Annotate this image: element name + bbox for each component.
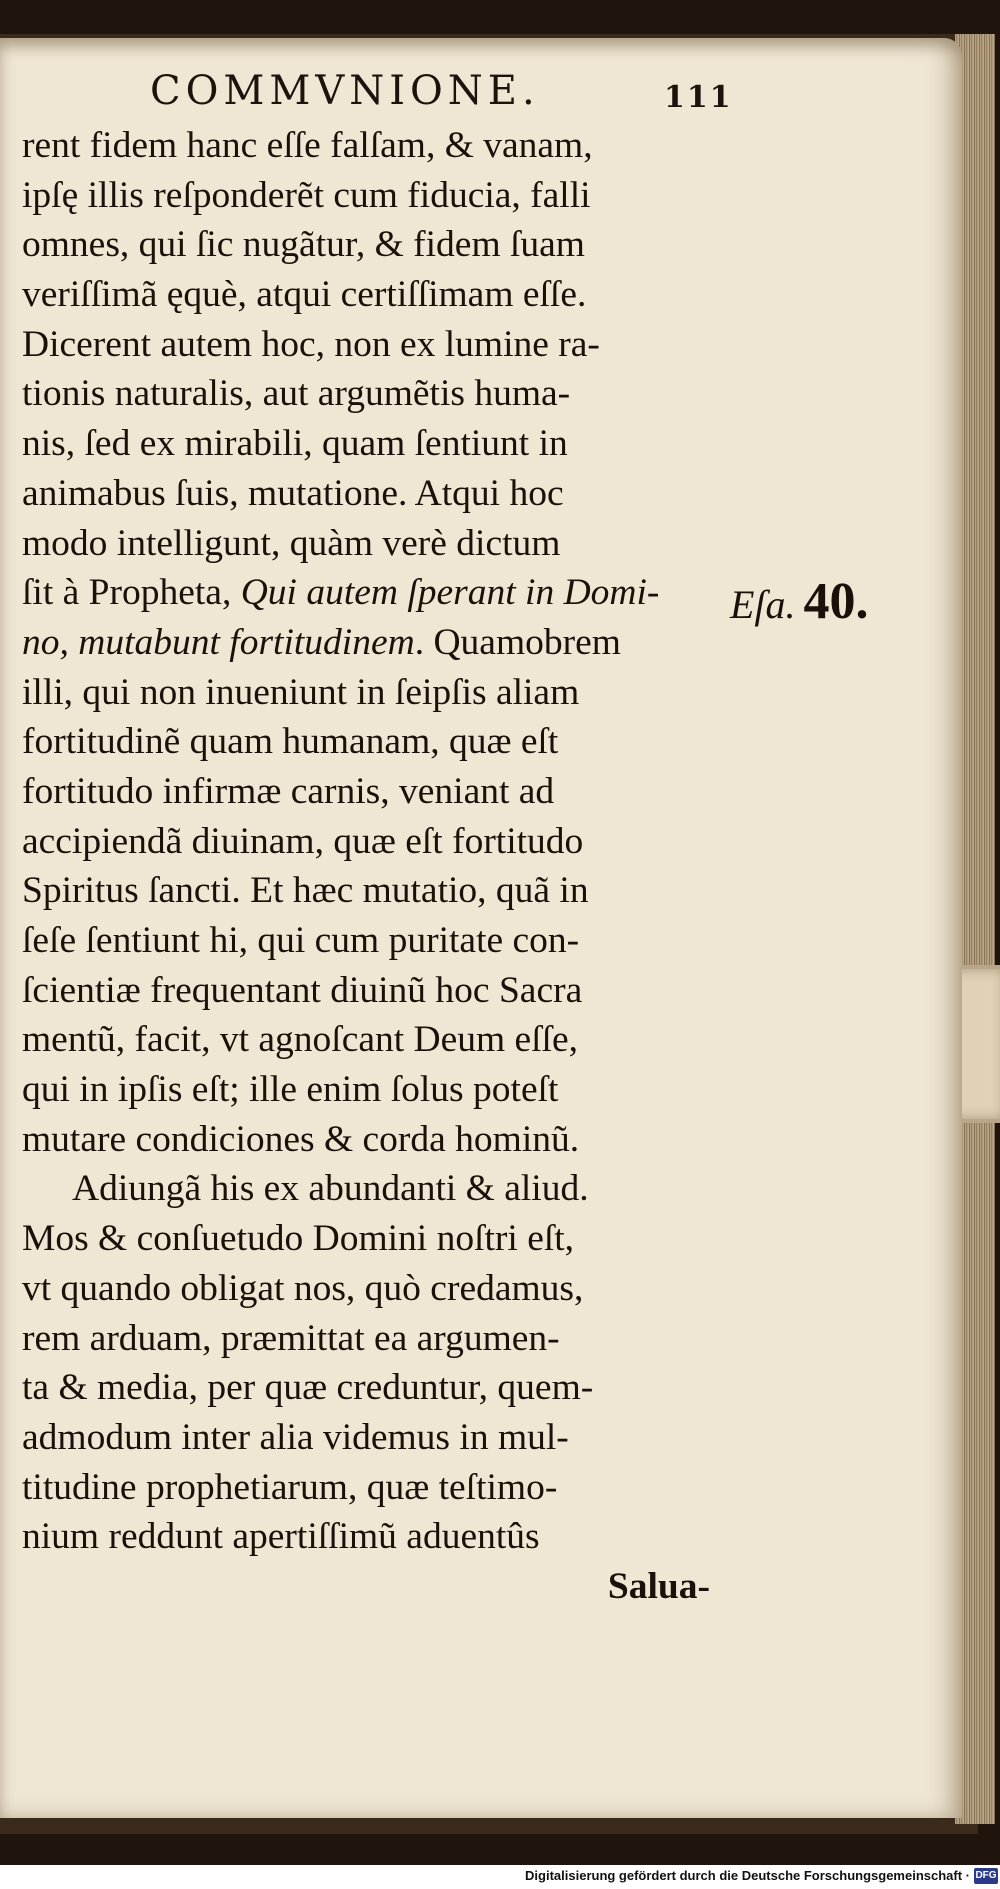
text-line: qui in ipſis eſt; ille enim ſolus poteſt bbox=[22, 1069, 559, 1111]
text-line: Spiritus ſancti. Et hæc mutatio, quã in bbox=[22, 870, 589, 912]
text-line: ſeſe ſentiunt hi, qui cum puritate con- bbox=[22, 920, 580, 961]
text-line: omnes, qui ſic nugãtur, & fidem ſuam bbox=[22, 224, 585, 266]
text-line: tionis naturalis, aut argumẽtis huma- bbox=[22, 373, 571, 415]
text-line: mutare condiciones & corda hominũ. bbox=[22, 1118, 580, 1160]
text-line: nis, ſed ex mirabili, quam ſentiunt in bbox=[22, 423, 568, 465]
dfg-logo: DFG bbox=[974, 1868, 998, 1884]
text-segment: ſit à Propheta, bbox=[22, 572, 241, 614]
body-text bbox=[22, 121, 722, 1612]
digitization-footer bbox=[0, 1865, 1000, 1889]
text-line: Adiungã his ex abundanti & aliud. bbox=[72, 1168, 589, 1210]
text-line: accipiendã diuinam, quæ eſt fortitudo bbox=[22, 820, 584, 862]
text-line: modo intelligunt, quàm verè dictum bbox=[22, 522, 561, 564]
text-line: ſcientiæ frequentant diuinũ hoc Sacra bbox=[22, 969, 583, 1011]
text-line bbox=[22, 568, 722, 618]
text-line: admodum inter alia videmus in mul- bbox=[22, 1416, 569, 1458]
text-line: fortitudinẽ quam humanam, quæ eſt bbox=[22, 721, 559, 763]
text-line: nium reddunt apertiſſimũ aduentûs bbox=[22, 1516, 540, 1558]
page-number: 111 bbox=[664, 80, 733, 115]
text-line: fortitudo infirmæ carnis, veniant ad bbox=[22, 770, 555, 812]
catchword: Salua- bbox=[607, 1565, 710, 1607]
text-line: ta & media, per quæ creduntur, quem- bbox=[22, 1367, 594, 1409]
text-line: veriſſimã ęquè, atqui certiſſimam eſſe. bbox=[22, 274, 587, 316]
text-line: ipſę illis reſponderẽt cum fiducia, falli bbox=[22, 174, 591, 216]
marginal-chapter: 40. bbox=[803, 573, 869, 630]
text-line: mentũ, facit, vt agnoſcant Deum eſſe, bbox=[22, 1019, 579, 1061]
funding-credit: Digitalisierung gefördert durch die Deutsche Forschungsgemeinschaft · bbox=[525, 1868, 970, 1883]
text-line: vt quando obligat nos, quò credamus, bbox=[22, 1267, 584, 1309]
scripture-quote: no, mutabunt fortitudinem bbox=[22, 621, 415, 663]
running-head: COMMVNIONE. bbox=[150, 68, 540, 114]
marginal-book: Eſa. bbox=[730, 582, 796, 627]
text-line: Mos & conſuetudo Domini noſtri eſt, bbox=[22, 1218, 575, 1260]
text-line: animabus ſuis, mutatione. Atqui hoc bbox=[22, 472, 564, 514]
text-line: titudine prophetiarum, quæ teſtimo- bbox=[22, 1466, 558, 1508]
text-line: illi, qui non inueniunt in ſeipſis aliam bbox=[22, 671, 580, 713]
text-line: Dicerent autem hoc, non ex lumine ra- bbox=[22, 323, 600, 365]
text-segment: . Quamobrem bbox=[414, 621, 621, 663]
text-line: rent fidem hanc eſſe falſam, & vanam, bbox=[22, 125, 593, 166]
text-line bbox=[22, 618, 722, 668]
text-line: rem arduam, præmittat ea argumen- bbox=[22, 1317, 560, 1359]
marginal-note bbox=[730, 572, 869, 631]
scripture-quote: Qui autem ſperant in Domi- bbox=[240, 572, 660, 614]
